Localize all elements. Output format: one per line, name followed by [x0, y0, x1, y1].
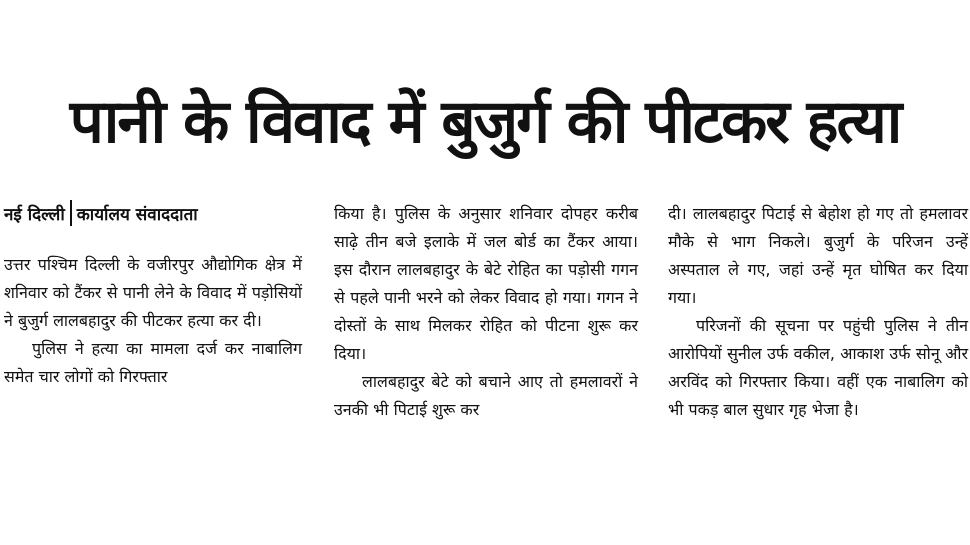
article-column-1	[4, 200, 302, 391]
article-column-2	[334, 200, 638, 424]
dateline-place: नई दिल्ली	[4, 205, 65, 225]
column-2-paragraph-1: किया है। पुलिस के अनुसार शनिवार दोपहर करीब साढ़े तीन बजे इलाके में जल बोर्ड का टैंकर आया। इस दौरान लालबहादुर के बेटे रोहित का पड़ोसी गगन से पहले पानी भरने को लेकर विवाद हो गया। गगन ने दोस्तों के साथ मिलकर रोहित को पीटना शुरू कर दिया।	[334, 204, 638, 363]
headline: पानी के विवाद में बुजुर्ग की पीटकर हत्या	[69, 87, 901, 157]
column-1-paragraph-1: उत्तर पश्चिम दिल्ली के वजीरपुर औद्योगिक क्षेत्र में शनिवार को टैंकर से पानी लेने के विवाद में पड़ोसियों ने बुजुर्ग लालबहादुर की पीटकर हत्या कर दी।	[4, 255, 302, 330]
column-2-paragraph-2: लालबहादुर बेटे को बचाने आए तो हमलावरों ने उनकी भी पिटाई शुरू कर	[334, 372, 638, 419]
column-3-paragraph-2: परिजनों की सूचना पर पहुंची पुलिस ने तीन आरोपियों सुनील उर्फ वकील, आकाश उर्फ सोनू और अरविंद को गिरफ्तार किया। वहीं एक नाबालिग को भी पकड़ बाल सुधार गृह भेजा है।	[668, 316, 968, 419]
dateline-separator	[70, 200, 72, 226]
article-column-3	[668, 200, 968, 424]
dateline-reporter: कार्यालय संवाददाता	[76, 205, 198, 225]
column-3-paragraph-1: दी। लालबहादुर पिटाई से बेहोश हो गए तो हमलावर मौके से भाग निकले। बुजुर्ग के परिजन उन्हें अस्पताल ले गए, जहां उन्हें मृत घोषित कर दिया गया।	[668, 204, 968, 307]
column-1-paragraph-2: पुलिस ने हत्या का मामला दर्ज कर नाबालिग समेत चार लोगों को गिरफ्तार	[4, 339, 302, 386]
dateline	[4, 200, 302, 229]
